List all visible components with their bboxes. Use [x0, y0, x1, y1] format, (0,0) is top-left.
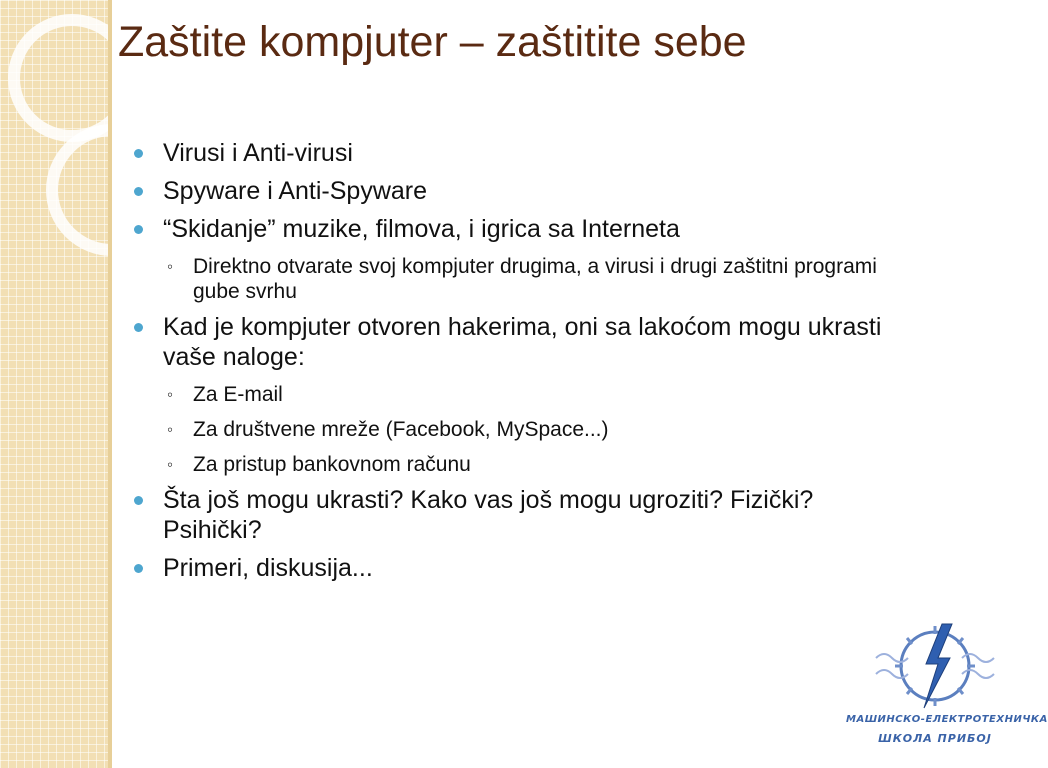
bullet-text: Za društvene mreže (Facebook, MySpace...)	[193, 418, 609, 441]
side-band-edge	[108, 0, 112, 768]
bullet-text: Direktno otvarate svoj kompjuter drugima, a virusi i drugi zaštitni programi gube svrhu	[193, 255, 877, 303]
school-logo	[846, 618, 1048, 768]
bullet-item	[134, 176, 894, 206]
sub-bullet-item	[134, 254, 894, 304]
sub-bullet-item	[134, 417, 894, 442]
decorative-circles	[0, 0, 112, 768]
bullet-text: Kad je kompjuter otvoren hakerima, oni sa lakoćom mogu ukrasti vaše naloge:	[163, 313, 882, 371]
bullet-item	[134, 214, 894, 244]
sub-bullet-item	[134, 452, 894, 477]
bullet-dot-icon	[134, 187, 143, 196]
sub-bullet-circle-icon: ◦	[167, 455, 174, 474]
bullet-dot-icon	[134, 149, 143, 158]
sub-bullet-circle-icon: ◦	[167, 420, 174, 439]
gear-lightning-icon	[846, 618, 1024, 714]
bullet-text: Virusi i Anti-virusi	[163, 139, 353, 167]
logo-text-line-2: ШКОЛА ПРИБОЈ	[878, 732, 992, 745]
bullet-text: Šta još mogu ukrasti? Kako vas još mogu ugroziti? Fizički? Psihički?	[163, 486, 814, 544]
bullet-text: “Skidanje” muzike, filmova, i igrica sa Interneta	[163, 215, 680, 243]
bullet-item	[134, 553, 894, 583]
bullet-item	[134, 312, 894, 372]
bullet-dot-icon	[134, 225, 143, 234]
bullet-item	[134, 138, 894, 168]
sub-bullet-circle-icon: ◦	[167, 385, 174, 404]
bullet-text: Za pristup bankovnom računu	[193, 453, 471, 476]
sub-bullet-circle-icon: ◦	[167, 257, 174, 276]
sub-bullet-item	[134, 382, 894, 407]
logo-text-line-1: МАШИНСКО-ЕЛЕКТРОТЕХНИЧКА	[846, 714, 1048, 725]
bullet-list	[134, 138, 894, 583]
bullet-text: Primeri, diskusija...	[163, 554, 373, 582]
bullet-text: Spyware i Anti-Spyware	[163, 177, 428, 205]
bullet-dot-icon	[134, 564, 143, 573]
bullet-dot-icon	[134, 323, 143, 332]
bullet-text: Za E-mail	[193, 383, 283, 406]
bullet-dot-icon	[134, 496, 143, 505]
bullet-item	[134, 485, 894, 545]
slide-title: Zaštite kompjuter – zaštitite sebe	[118, 18, 747, 66]
decorative-side-band	[0, 0, 112, 768]
